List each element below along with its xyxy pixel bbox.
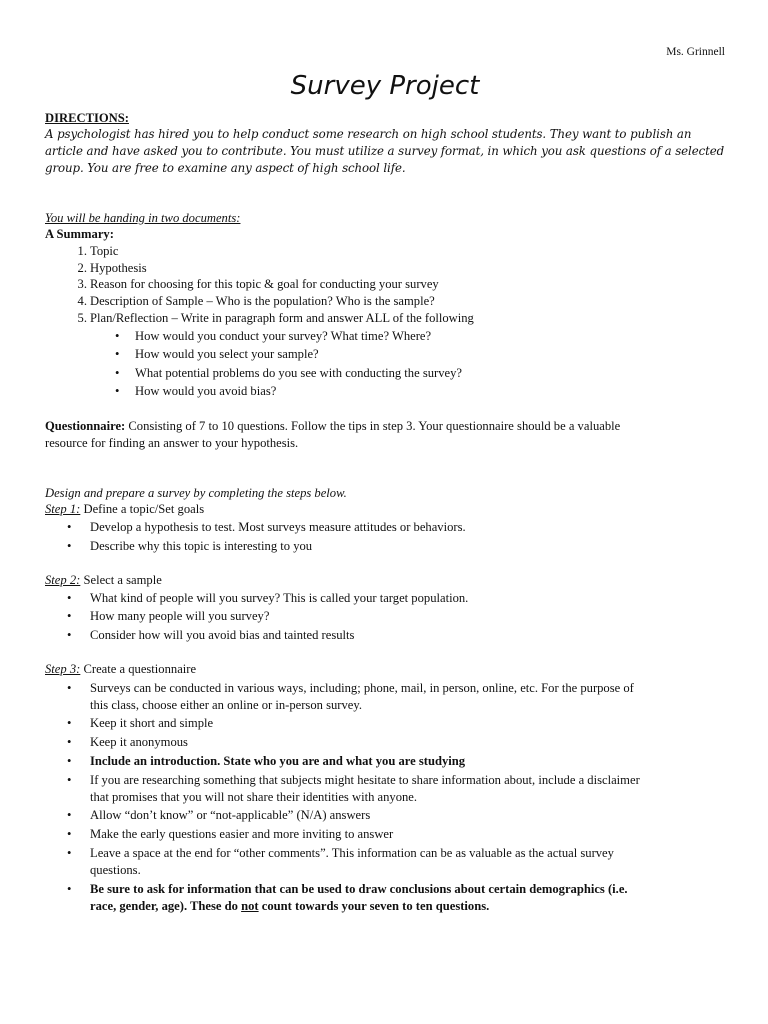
directions-text: A psychologist has hired you to help conduct some research on high school students. They want to publish an article and have asked you to contribute. You must utilize a survey format, in which you ask questions of a selected group. You are free to examine any aspect of high school life.: [45, 127, 725, 175]
item-text: Description of Sample – Who is the population? Who is the sample?: [90, 294, 435, 308]
bullet-text: Include an introduction. State who you are and what you are studying: [90, 754, 466, 768]
bullet-icon: •: [115, 384, 120, 398]
bullet-icon: •: [115, 329, 120, 343]
item-number: 5.: [77, 311, 87, 325]
item-text: Reason for choosing for this topic & goal for conducting your survey: [90, 277, 439, 291]
bullet-icon: •: [67, 754, 72, 768]
step-2-bullet: [45, 608, 725, 625]
plan-subitem: [45, 365, 725, 382]
handing-intro: You will be handing in two documents:: [45, 211, 241, 225]
step-title: Select a sample: [80, 573, 162, 587]
step-2-bullet: [45, 590, 725, 607]
item-number: 4.: [77, 294, 87, 308]
step-3-bullet: [45, 753, 725, 770]
step-2-heading: [45, 572, 725, 589]
bullet-text: Consider how will you avoid bias and tainted results: [90, 628, 355, 642]
subitem-text: What potential problems do you see with conducting the survey?: [135, 366, 463, 380]
bullet-text: How many people will you survey?: [90, 609, 270, 623]
bullet-text: Be sure to ask for information that can be used to draw conclusions about certain demographics (i.e.: [90, 882, 628, 896]
step-1-heading: [45, 501, 725, 518]
bullet-icon: •: [67, 808, 72, 822]
plan-subitem: [45, 328, 725, 345]
step-label: Step 2:: [45, 573, 81, 587]
summary-item: [45, 243, 725, 260]
bullet-text: Develop a hypothesis to test. Most surveys measure attitudes or behaviors.: [90, 520, 466, 534]
step-3-bullet: [45, 715, 725, 732]
subitem-text: How would you conduct your survey? What time? Where?: [135, 329, 432, 343]
step-3-bullet-continuation: [45, 862, 725, 879]
bullet-text: [90, 898, 730, 915]
bullet-icon: •: [67, 681, 72, 695]
author-name: Ms. Grinnell: [666, 46, 725, 58]
step-label: Step 3:: [45, 662, 81, 676]
step-3-bullet-continuation: [45, 789, 725, 806]
subitem-text: How would you avoid bias?: [135, 384, 277, 398]
item-number: 1.: [77, 244, 87, 258]
step-3-bullet: [45, 807, 725, 824]
bullet-text: that promises that you will not share their identities with anyone.: [90, 790, 418, 804]
bullet-icon: •: [67, 520, 72, 534]
bullet-text: Describe why this topic is interesting to you: [90, 539, 313, 553]
bullet-text: What kind of people will you survey? This is called your target population.: [90, 591, 469, 605]
questionnaire-line1: Consisting of 7 to 10 questions. Follow the tips in step 3. Your questionnaire should be a valuable: [125, 419, 621, 433]
bullet-text: Allow “don’t know” or “not-applicable” (N/A) answers: [90, 808, 371, 822]
bullet-text: Make the early questions easier and more inviting to answer: [90, 827, 394, 841]
bullet-text: Keep it anonymous: [90, 735, 188, 749]
bullet-icon: •: [67, 609, 72, 623]
step-3-bullet-continuation: [45, 697, 725, 714]
item-number: 3.: [77, 277, 87, 291]
page-title: Survey Project: [290, 71, 480, 101]
questionnaire-label: Questionnaire:: [45, 419, 126, 433]
step-3-bullet-continuation: [45, 898, 725, 915]
questionnaire-line2: resource for finding an answer to your hypothesis.: [45, 436, 299, 450]
step-label: Step 1:: [45, 502, 81, 516]
questionnaire-paragraph: [45, 418, 725, 435]
emphasis-not: not: [241, 899, 259, 913]
item-text: Plan/Reflection – Write in paragraph form and answer ALL of the following: [90, 311, 474, 325]
item-number: 2.: [77, 261, 87, 275]
item-text: Topic: [90, 244, 119, 258]
summary-item: [45, 276, 725, 293]
bullet-icon: •: [67, 773, 72, 787]
item-text: Hypothesis: [90, 261, 147, 275]
bullet-icon: •: [67, 735, 72, 749]
bullet-text-part: count towards your seven to ten questions.: [258, 899, 490, 913]
bullet-icon: •: [115, 366, 120, 380]
bullet-icon: •: [67, 539, 72, 553]
summary-item: [45, 293, 725, 310]
summary-item: [45, 260, 725, 277]
summary-label: A Summary:: [45, 227, 114, 241]
bullet-icon: •: [67, 591, 72, 605]
step-3-bullet: [45, 772, 725, 789]
step-2-bullet: [45, 627, 725, 644]
bullet-icon: •: [67, 716, 72, 730]
step-title: Define a topic/Set goals: [80, 502, 205, 516]
plan-subitem: [45, 383, 725, 400]
step-3-bullet: [45, 845, 725, 862]
step-3-bullet: [45, 881, 725, 898]
bullet-icon: •: [67, 827, 72, 841]
bullet-text: Keep it short and simple: [90, 716, 214, 730]
bullet-text: this class, choose either an online or in-person survey.: [90, 698, 362, 712]
step-3-bullet: [45, 826, 725, 843]
bullet-text: questions.: [90, 863, 141, 877]
step-title: Create a questionnaire: [80, 662, 197, 676]
step-3-bullet: [45, 680, 725, 697]
bullet-text: Leave a space at the end for “other comments”. This information can be as valuable as the actual survey: [90, 846, 614, 860]
bullet-icon: •: [67, 882, 72, 896]
plan-subitem: [45, 346, 725, 363]
bullet-text: Surveys can be conducted in various ways, including; phone, mail, in person, online, etc. For the purpose of: [90, 681, 634, 695]
step-3-bullet: [45, 734, 725, 751]
bullet-text: If you are researching something that subjects might hesitate to share information about, include a disclaimer: [90, 773, 640, 787]
summary-item: [45, 310, 725, 327]
step-3-heading: [45, 661, 725, 678]
step-1-bullet: [45, 538, 725, 555]
subitem-text: How would you select your sample?: [135, 347, 319, 361]
bullet-icon: •: [67, 846, 72, 860]
step-1-bullet: [45, 519, 725, 536]
directions-label: DIRECTIONS:: [45, 111, 129, 125]
bullet-icon: •: [67, 628, 72, 642]
design-intro: Design and prepare a survey by completing the steps below.: [45, 486, 347, 500]
bullet-icon: •: [115, 347, 120, 361]
bullet-text-part: race, gender, age). These do: [90, 899, 242, 913]
